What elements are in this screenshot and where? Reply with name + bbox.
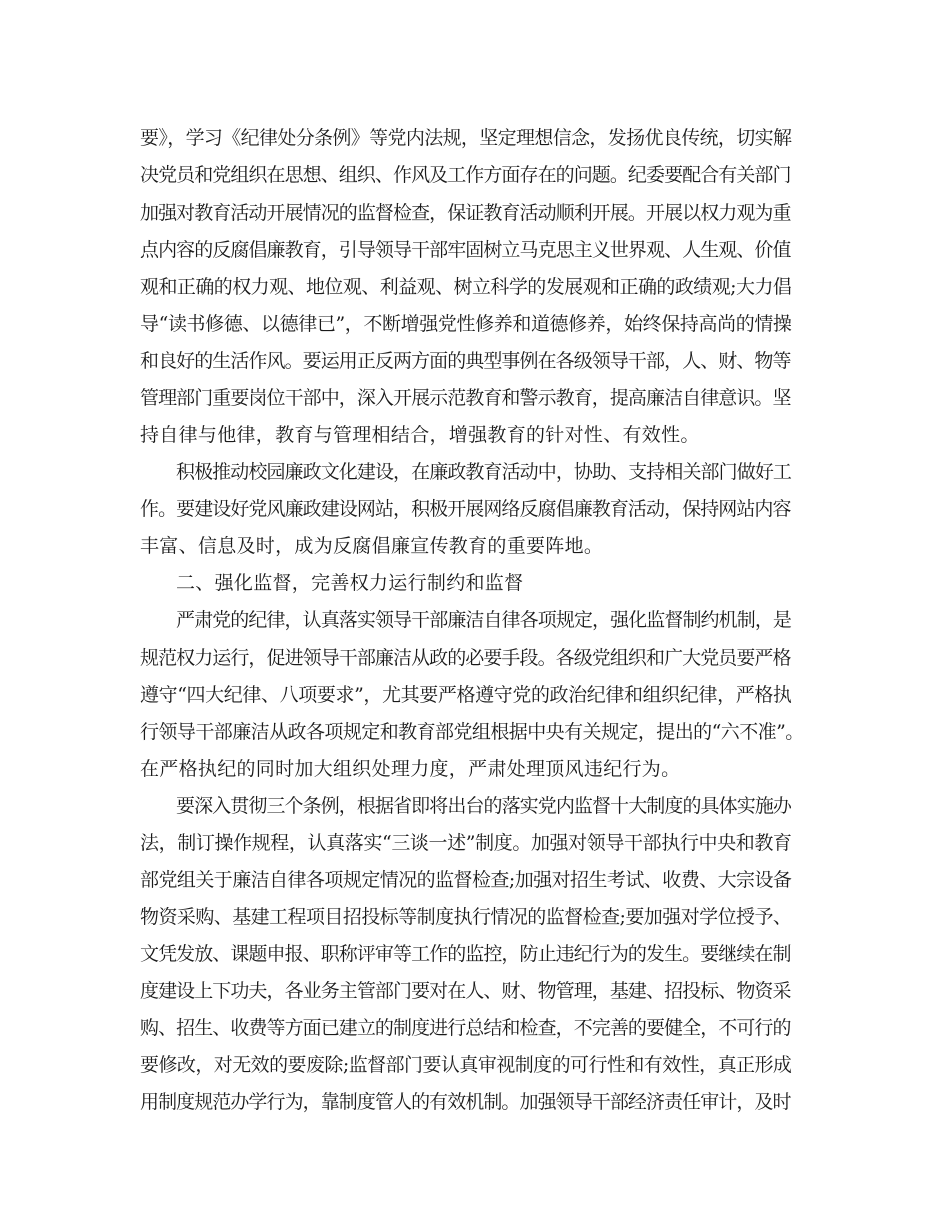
text-line: 遵守“四大纪律、八项要求”，尤其要严格遵守党的政治纪律和组织纪律，严格执 [140,684,792,706]
text-line: 观和正确的权力观、地位观、利益观、树立科学的发展观和正确的政绩观;大力倡 [140,276,792,298]
text-line: 二、强化监督，完善权力运行制约和监督 [176,572,524,594]
text-line: 作。要建设好党风廉政建设网站，积极开展网络反腐倡廉教育活动，保持网站内容 [140,498,791,520]
text-line: 加强对教育活动开展情况的监督检查，保证教育活动顺利开展。开展以权力观为重 [140,202,791,224]
text-line: 要深入贯彻三个条例，根据省即将出台的落实党内监督十大制度的具体实施办 [176,795,791,817]
text-line: 决党员和党组织在思想、组织、作风及工作方面存在的问题。纪委要配合有关部门 [140,164,791,186]
text-line: 规范权力运行，促进领导干部廉洁从政的必要手段。各级党组织和广大党员要严格 [140,647,791,669]
text-line: 要》，学习《纪律处分条例》等党内法规，坚定理想信念，发扬优良传统，切实解 [140,127,792,149]
text-line: 在严格执纪的同时加大组织处理力度，严肃处理顶风违纪行为。 [140,758,681,780]
text-line: 度建设上下功夫，各业务主管部门要对在人、财、物管理，基建、招投标、物资采 [140,980,791,1002]
text-line: 用制度规范办学行为，靠制度管人的有效机制。加强领导干部经济责任审计，及时 [140,1091,791,1113]
text-line: 导“读书修德、以德律已”，不断增强党性修养和道德修养，始终保持高尚的情操 [140,313,792,335]
text-line: 文凭发放、课题申报、职称评审等工作的监控，防止违纪行为的发生。要继续在制 [140,943,791,965]
text-line: 丰富、信息及时，成为反腐倡廉宣传教育的重要阵地。 [140,535,604,557]
text-line: 部党组关于廉洁自律各项规定情况的监督检查;加强对招生考试、收费、大宗设备 [140,869,792,891]
text-line: 点内容的反腐倡廉教育，引导领导干部牢固树立马克思主义世界观、人生观、价值 [140,239,791,261]
text-line: 购、招生、收费等方面已建立的制度进行总结和检查，不完善的要健全，不可行的 [140,1017,791,1039]
text-line: 严肃党的纪律，认真落实领导干部廉洁自律各项规定，强化监督制约机制，是 [176,609,791,631]
text-line: 行领导干部廉洁从政各项规定和教育部党组根据中央有关规定，提出的“六不准”。 [140,721,804,743]
text-line: 要修改，对无效的要废除;监督部门要认真审视制度的可行性和有效性，真正形成 [140,1054,792,1076]
text-line: 和良好的生活作风。要运用正反两方面的典型事例在各级领导干部，人、财、物等 [140,350,791,372]
text-line: 法，制订操作规程，认真落实“三谈一述”制度。加强对领导干部执行中央和教育 [140,832,792,854]
text-line: 积极推动校园廉政文化建设，在廉政教育活动中，协助、支持相关部门做好工 [176,461,791,483]
text-line: 持自律与他律，教育与管理相结合，增强教育的针对性、有效性。 [140,424,700,446]
text-line: 管理部门重要岗位干部中，深入开展示范教育和警示教育，提高廉洁自律意识。坚 [140,387,791,409]
text-line: 物资采购、基建工程项目招投标等制度执行情况的监督检查;要加强对学位授予、 [140,906,792,928]
